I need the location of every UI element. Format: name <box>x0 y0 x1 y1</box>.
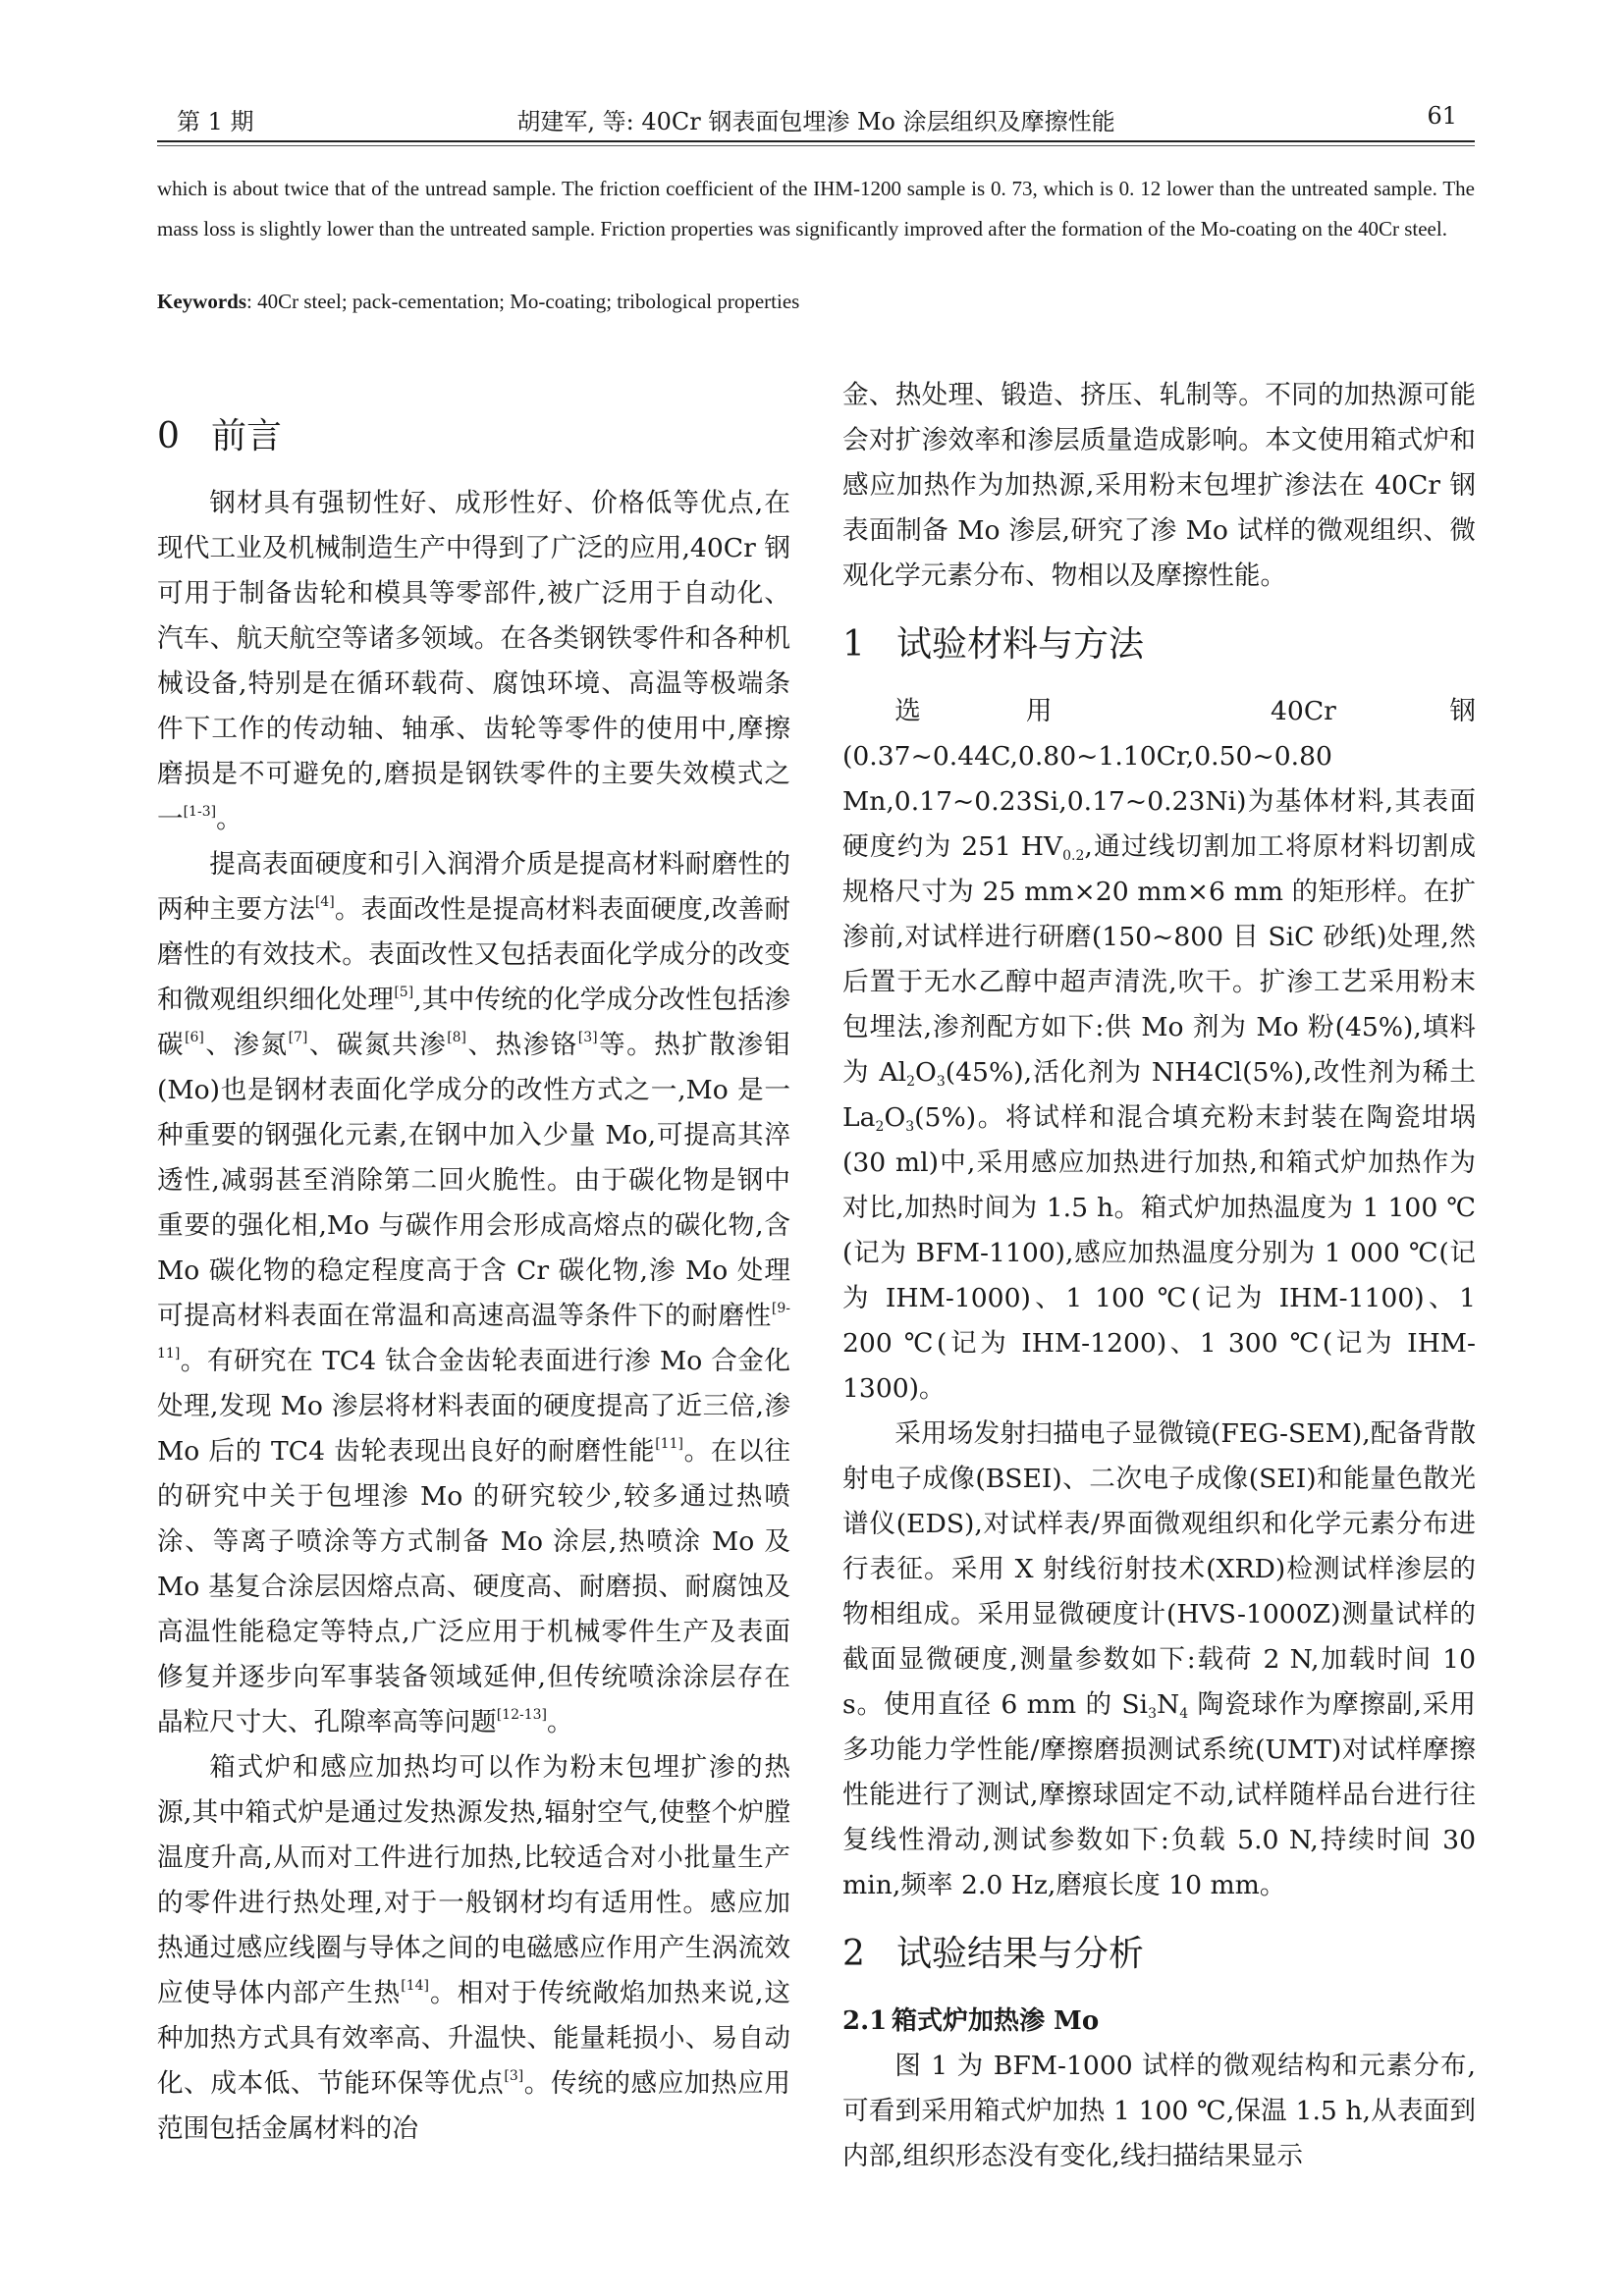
text-run: 。 <box>547 1707 573 1737</box>
subscript: 3 <box>905 1119 915 1135</box>
body-paragraph <box>157 1745 790 2152</box>
issue-number: 第 1 期 <box>177 108 254 135</box>
section-title: 试验材料与方法 <box>896 624 1145 665</box>
subscript: 0.2 <box>1062 848 1085 864</box>
keywords-text: : 40Cr steel; pack-cementation; Mo-coating; tribological properties <box>246 290 800 313</box>
text-run: O <box>915 1057 937 1088</box>
citation: [3] <box>577 1030 598 1045</box>
text-run: 。表面改性是提高材料表面硬度,改善耐磨性的有效技术。表面改性又包括表面化学成分的改变和微观组织细化处理 <box>157 894 791 1015</box>
section-title: 试验结果与分析 <box>896 1934 1145 1974</box>
header-rule <box>157 140 1475 142</box>
section-title: 前言 <box>211 416 283 456</box>
citation: [6] <box>185 1030 204 1045</box>
citation: [7] <box>288 1030 308 1045</box>
running-title: 胡建军, 等: 40Cr 钢表面包埋渗 Mo 涂层组织及摩擦性能 <box>516 108 1115 135</box>
page-number: 61 <box>1427 102 1457 130</box>
citation: [11] <box>655 1436 683 1452</box>
text-run: 。有研究在 TC4 钛合金齿轮表面进行渗 Mo 合金化处理,发现 Mo 渗层将材料表面的硬度提高了近三倍,渗 Mo 后的 TC4 齿轮表现出良好的耐磨性能 <box>157 1346 790 1467</box>
subscript: 3 <box>1148 1706 1157 1722</box>
text-run: ,其中传统的化学成分改性包括渗碳 <box>157 985 791 1060</box>
citation: [12-13] <box>496 1707 548 1723</box>
body-paragraph <box>157 842 790 1745</box>
subscript: 4 <box>1179 1706 1189 1722</box>
citation: [5] <box>394 985 414 1000</box>
text-run: 金、热处理、锻造、挤压、轧制等。不同的加热源可能会对扩渗效率和渗层质量造成影响。本文使用箱式炉和感应加热作为加热源,采用粉末包埋扩渗法在 40Cr 钢表面制备 Mo 渗层,研究了渗 Mo 试样的微观组织、微观化学元素分布、物相以及摩擦性能。 <box>842 380 1476 591</box>
citation: [1-3] <box>183 804 217 820</box>
right-column <box>842 373 1476 2179</box>
text-run: N <box>1156 1689 1180 1720</box>
text-run: 。在以往的研究中关于包埋渗 Mo 的研究较少,较多通过热喷涂、等离子喷涂等方式制备 Mo 涂层,热喷涂 Mo 及 Mo 基复合涂层因熔点高、硬度高、耐磨损、耐腐蚀及高温性能稳定等特点,广泛应用于机械零件生产及表面修复并逐步向军事装备领域延伸,但传统喷涂涂层存在晶粒尺寸大、孔隙率高等问题 <box>157 1436 791 1737</box>
body-paragraph <box>157 481 790 842</box>
text-run: 箱式炉和感应加热均可以作为粉末包埋扩渗的热源,其中箱式炉是通过发热源发热,辐射空气,使整个炉膛温度升高,从而对工件进行加热,比较适合对小批量生产的零件进行热处理,对于一般钢材均有适用性。感应加热通过感应线圈与导体之间的电磁感应作用产生涡流效应使导体内部产生热 <box>157 1752 790 2008</box>
keywords <box>157 290 799 314</box>
citation: [8] <box>447 1030 467 1045</box>
text-run: 等。热扩散渗钼(Mo)也是钢材表面化学成分的改性方式之一,Mo 是一种重要的钢强化元素,在钢中加入少量 Mo,可提高其淬透性,减弱甚至消除第二回火脆性。由于碳化物是钢中重要的强化相,Mo 与碳作用会形成高熔点的碳化物,含 Mo 碳化物的稳定程度高于含 Cr 碳化物,渗 Mo 处理可提高材料表面在常温和高速高温等条件下的耐磨性 <box>157 1030 791 1331</box>
citation: [14] <box>401 1978 429 1994</box>
text-run: 提高表面硬度和引入润滑介质是提高材料耐磨性的两种主要方法 <box>157 849 790 925</box>
text-run: ,通过线切割加工将原材料切割成规格尺寸为 25 mm×20 mm×6 mm 的矩形样。在扩渗前,对试样进行研磨(150~800 目 SiC 砂纸)处理,然后置于无水乙醇中超声清洗,吹干。扩渗工艺采用粉末包埋法,渗剂配方如下:供 Mo 剂为 Mo 粉(45%),填料为 Al <box>842 831 1476 1088</box>
subscript: 3 <box>936 1074 946 1090</box>
text-run: 图 1 为 BFM-1000 试样的微观结构和元素分布,可看到采用箱式炉加热 1 100 ℃,保温 1.5 h,从表面到内部,组织形态没有变化,线扫描结果显示 <box>842 2051 1476 2171</box>
subscript: 2 <box>906 1074 915 1090</box>
subscript: 2 <box>875 1119 885 1135</box>
body-paragraph <box>842 689 1476 1412</box>
section-number: 2 <box>842 1934 865 1974</box>
section-title: 箱式炉加热渗 Mo <box>892 2006 1100 2036</box>
running-header <box>157 98 1475 139</box>
header-rule-thin <box>157 145 1475 146</box>
abstract-text: which is about twice that of the untread sample. The friction coefficient of the IHM-1200 sample is 0. 73, which is 0. 12 lower than the untreated sample. The mass loss is slightly lower than the untreated sample. Friction properties was significantly improved after the formation of the Mo-coating on the 40Cr steel. <box>157 177 1475 240</box>
text-run: 、碳氮共渗 <box>307 1030 448 1060</box>
text-run: 。相对于传统敞焰加热来说,这种加热方式具有效率高、升温快、能量耗损小、易自动化、成本低、节能环保等优点 <box>157 1978 791 2099</box>
text-run: 钢材具有强韧性好、成形性好、价格低等优点,在现代工业及机械制造生产中得到了广泛的应用,40Cr 钢可用于制备齿轮和模具等零部件,被广泛用于自动化、汽车、航天航空等诸多领域。在各类钢铁零件和各种机械设备,特别是在循环载荷、腐蚀环境、高温等极端条件下工作的传动轴、轴承、齿轮等零件的使用中,摩擦磨损是不可避免的,磨损是钢铁零件的主要失效模式之一 <box>157 488 790 834</box>
body-paragraph <box>842 373 1476 599</box>
text-run: 采用场发射扫描电子显微镜(FEG-SEM),配备背散射电子成像(BSEI)、二次电子成像(SEI)和能量色散光谱仪(EDS),对试样表/界面微观组织和化学元素分布进行表征。采用 X 射线衍射技术(XRD)检测试样渗层的物相组成。采用显微硬度计(HVS-1000Z)测量试样的截面显微硬度,测量参数如下:载荷 2 N,加载时间 10 s。使用直径 6 mm 的 Si <box>842 1418 1476 1720</box>
text-run: 陶瓷球作为摩擦副,采用多功能力学性能/摩擦磨损测试系统(UMT)对试样摩擦性能进行了测试,摩擦球固定不动,试样随样品台进行往复线性滑动,测试参数如下:负载 5.0 N,持续时间 30 min,频率 2.0 Hz,磨痕长度 10 mm。 <box>842 1689 1476 1900</box>
text-run: 选用 40Cr 钢(0.37~0.44C,0.80~1.10Cr,0.50~0.80 Mn,0.17~0.23Si,0.17~0.23Ni)为基体材料,其表面硬度约为 251 HV <box>842 696 1476 862</box>
text-run: 。 <box>216 804 243 834</box>
section-number: 0 <box>157 416 180 456</box>
body-paragraph <box>842 2044 1476 2179</box>
text-run: 、热渗铬 <box>466 1030 578 1060</box>
text-run: (5%)。将试样和混合填充粉末封装在陶瓷坩埚(30 ml)中,采用感应加热进行加热,和箱式炉加热作为对比,加热时间为 1.5 h。箱式炉加热温度为 1 100 ℃(记为 BFM-1100),感应加热温度分别为 1 000 ℃(记为 IHM-1000)、1 100 ℃(记为 IHM-1100)、1 200 ℃(记为 IHM-1200)、1 300 ℃(记为 IHM-1300)。 <box>842 1102 1476 1404</box>
section-heading <box>842 620 1476 669</box>
section-heading <box>842 1930 1476 1979</box>
text-run: 。传统的感应加热应用范围包括金属材料的冶 <box>157 2068 791 2144</box>
text-run: (45%),活化剂为 NH4Cl(5%),改性剂为稀土 La <box>842 1057 1476 1133</box>
section-heading <box>157 412 790 461</box>
citation: [4] <box>314 894 335 910</box>
text-run: O <box>884 1102 906 1133</box>
subsection-heading <box>842 1999 1476 2044</box>
text-run: 、渗氮 <box>203 1030 289 1060</box>
citation: [9-11] <box>157 1301 790 1362</box>
keywords-label: Keywords <box>157 290 246 313</box>
body-paragraph <box>842 1412 1476 1908</box>
citation: [3] <box>504 2068 524 2084</box>
section-number: 1 <box>842 624 865 665</box>
left-column <box>157 391 790 2152</box>
section-number: 2.1 <box>842 2006 888 2036</box>
